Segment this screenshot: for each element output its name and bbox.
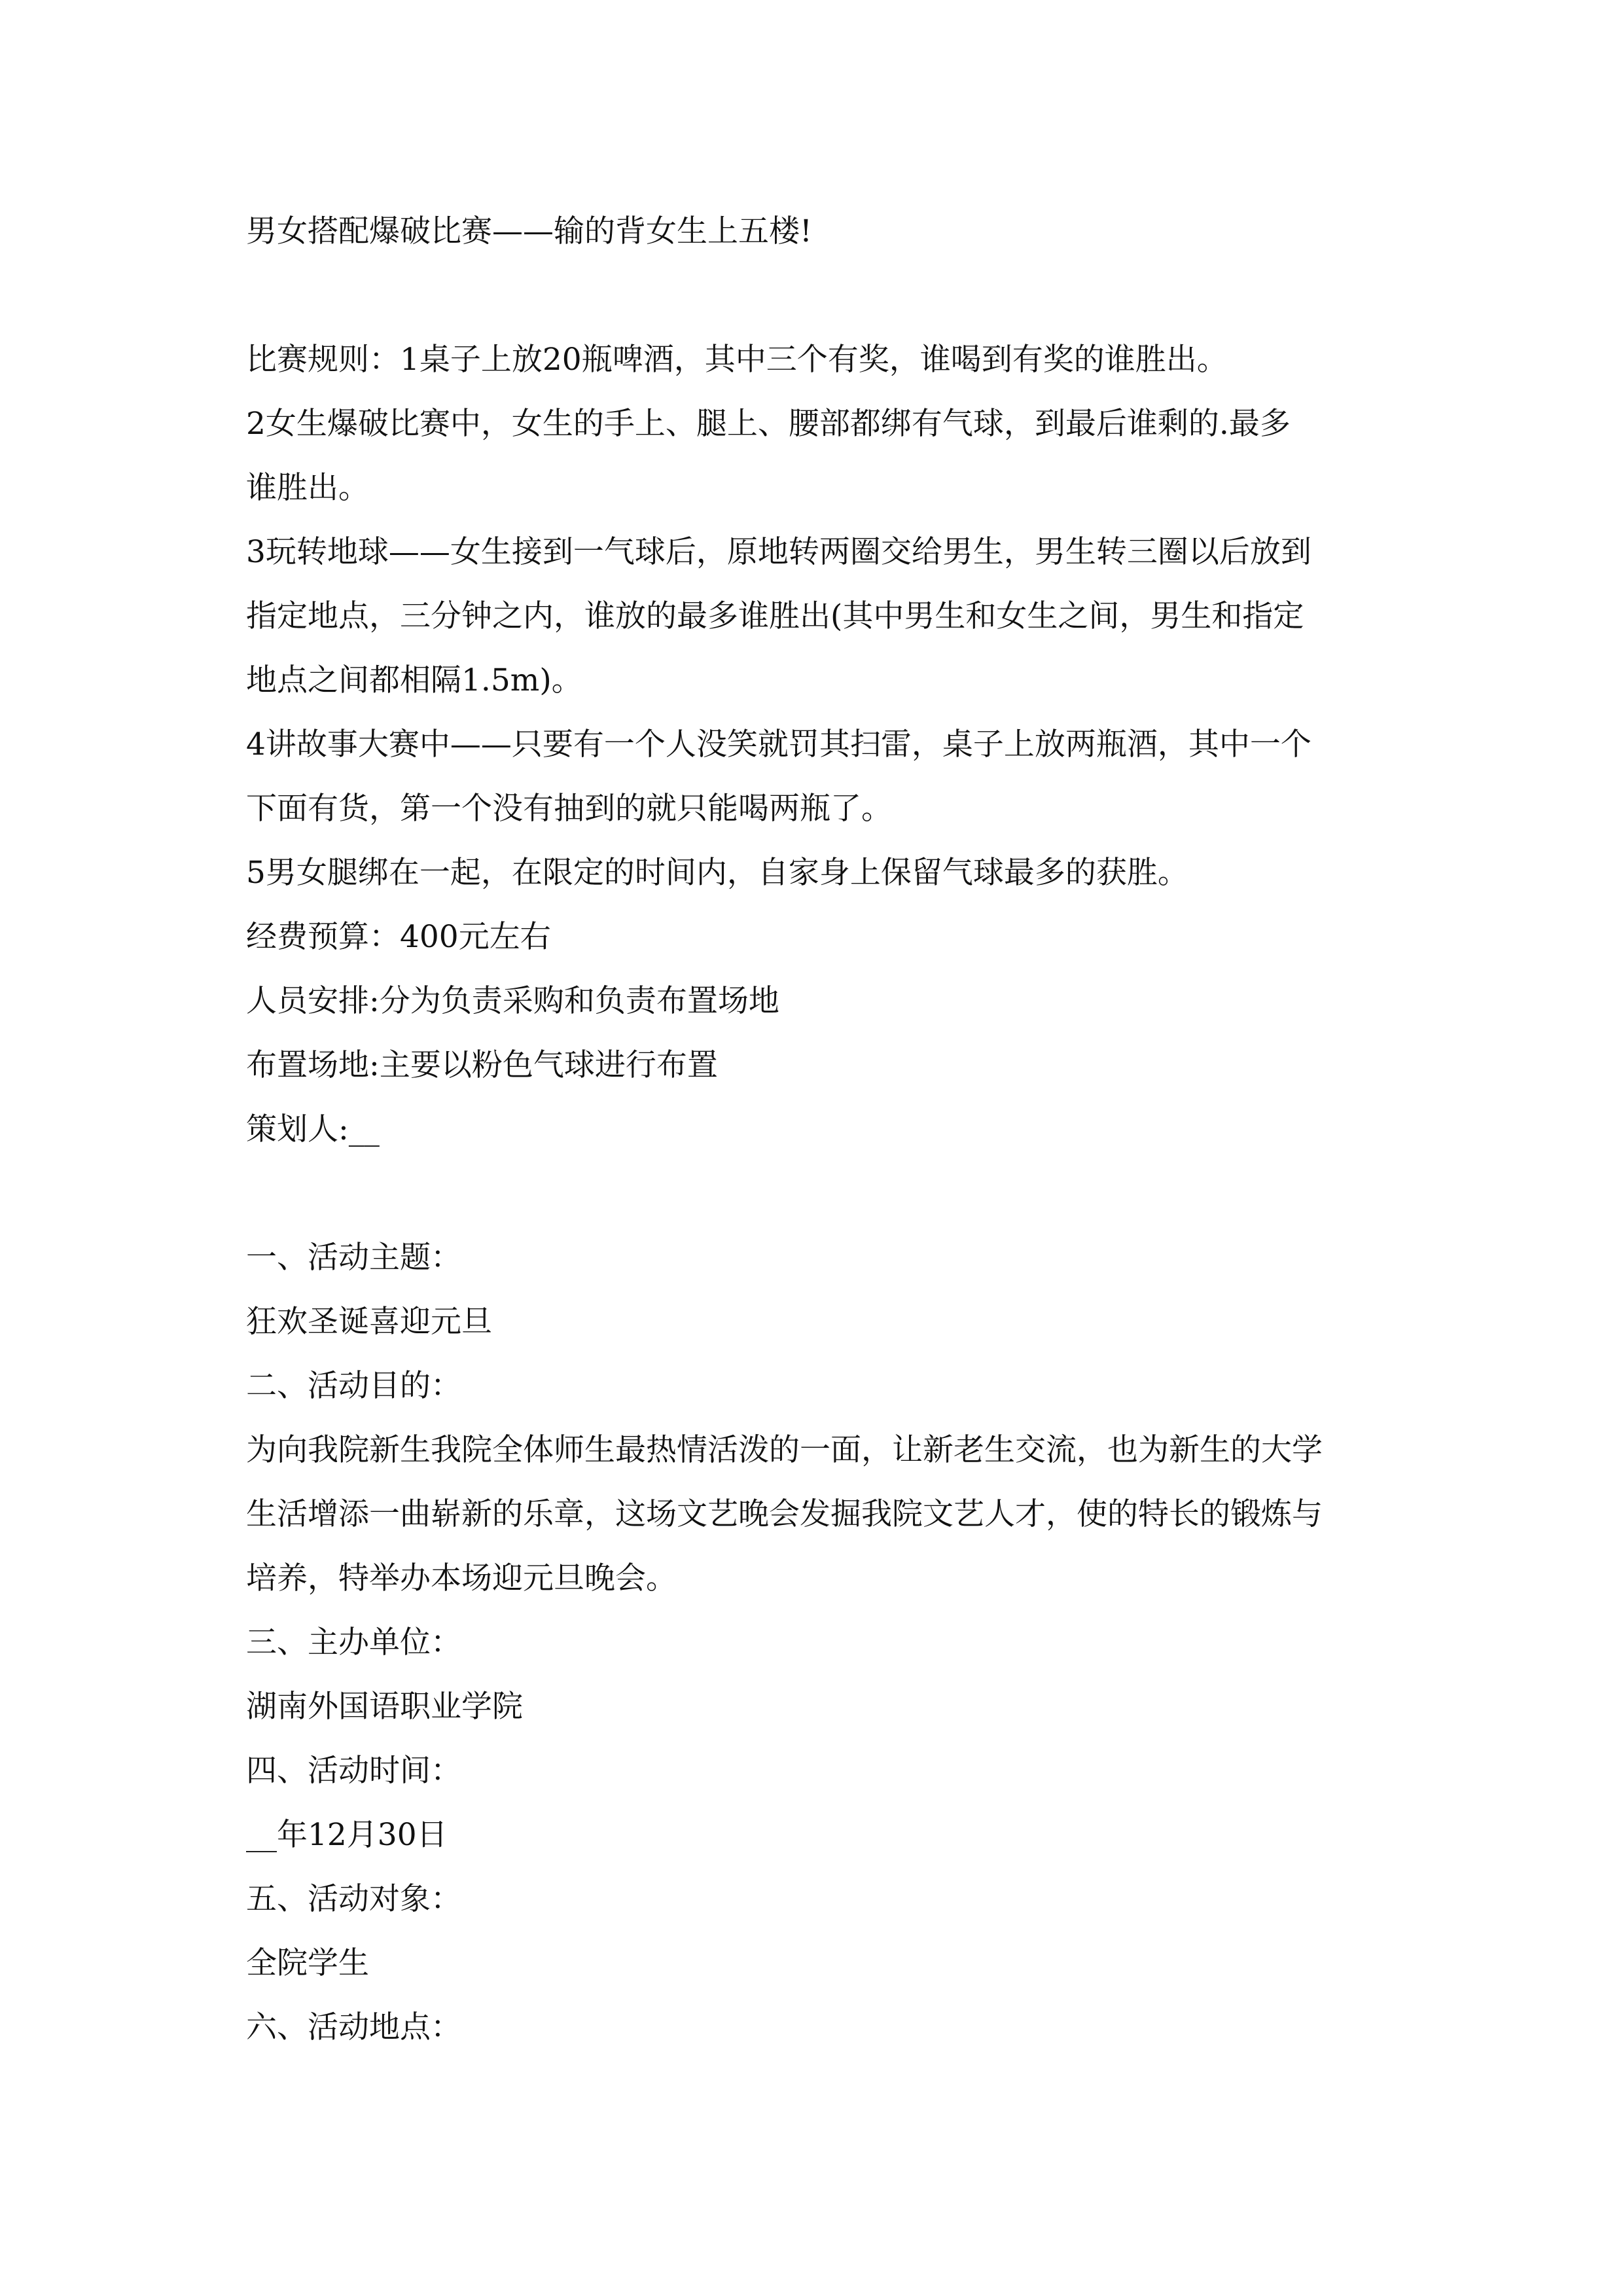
section-1-body: 狂欢圣诞喜迎元旦 [246, 1304, 492, 1340]
rule-4-line-1: 4讲故事大赛中——只要有一个人没笑就罚其扫雷，桌子上放两瓶酒，其中一个 [246, 726, 1311, 762]
section-2-line-2: 生活增添一曲崭新的乐章，这场文艺晚会发掘我院文艺人才，使的特长的锻炼与 [246, 1496, 1323, 1532]
rule-2-line-1: 2女生爆破比赛中，女生的手上、腿上、腰部都绑有气球，到最后谁剩的.最多 [246, 406, 1291, 442]
section-2-line-3: 培养，特举办本场迎元旦晚会。 [246, 1560, 677, 1596]
staff-line: 人员安排:分为负责采购和负责布置场地 [246, 983, 779, 1019]
section-2-line-1: 为向我院新生我院全体师生最热情活泼的一面，让新老生交流，也为新生的大学 [246, 1432, 1323, 1468]
rule-5: 5男女腿绑在一起，在限定的时间内，自家身上保留气球最多的获胜。 [246, 855, 1188, 891]
venue-setup-line: 布置场地:主要以粉色气球进行布置 [246, 1047, 718, 1083]
section-4-heading: 四、活动时间： [246, 1753, 461, 1789]
section-3-body: 湖南外国语职业学院 [246, 1689, 523, 1725]
section-5-heading: 五、活动对象： [246, 1881, 461, 1917]
rule-2-line-2: 谁胜出。 [246, 470, 369, 506]
section-2-heading: 二、活动目的： [246, 1368, 461, 1404]
document-title: 男女搭配爆破比赛——输的背女生上五楼! [246, 213, 812, 249]
section-5-body: 全院学生 [246, 1945, 369, 1981]
rule-3-line-3: 地点之间都相隔1.5m)。 [246, 662, 582, 698]
rule-3-line-1: 3玩转地球——女生接到一气球后，原地转两圈交给男生，男生转三圈以后放到 [246, 534, 1311, 570]
section-1-heading: 一、活动主题： [246, 1240, 461, 1276]
rule-3-line-2: 指定地点，三分钟之内，谁放的最多谁胜出(其中男生和女生之间，男生和指定 [246, 598, 1304, 634]
section-3-heading: 三、主办单位： [246, 1624, 461, 1660]
section-4-body: __年12月30日 [246, 1817, 448, 1853]
rule-4-line-2: 下面有货，第一个没有抽到的就只能喝两瓶了。 [246, 791, 892, 827]
section-6-heading: 六、活动地点： [246, 2009, 461, 2045]
document-body [246, 200, 1382, 2060]
planner-line: 策划人:__ [246, 1111, 380, 1147]
rules-intro: 比赛规则：1桌子上放20瓶啤酒，其中三个有奖，谁喝到有奖的谁胜出。 [246, 342, 1228, 378]
spacer [246, 1162, 1382, 1226]
spacer [246, 264, 1382, 328]
budget-line: 经费预算：400元左右 [246, 919, 551, 955]
